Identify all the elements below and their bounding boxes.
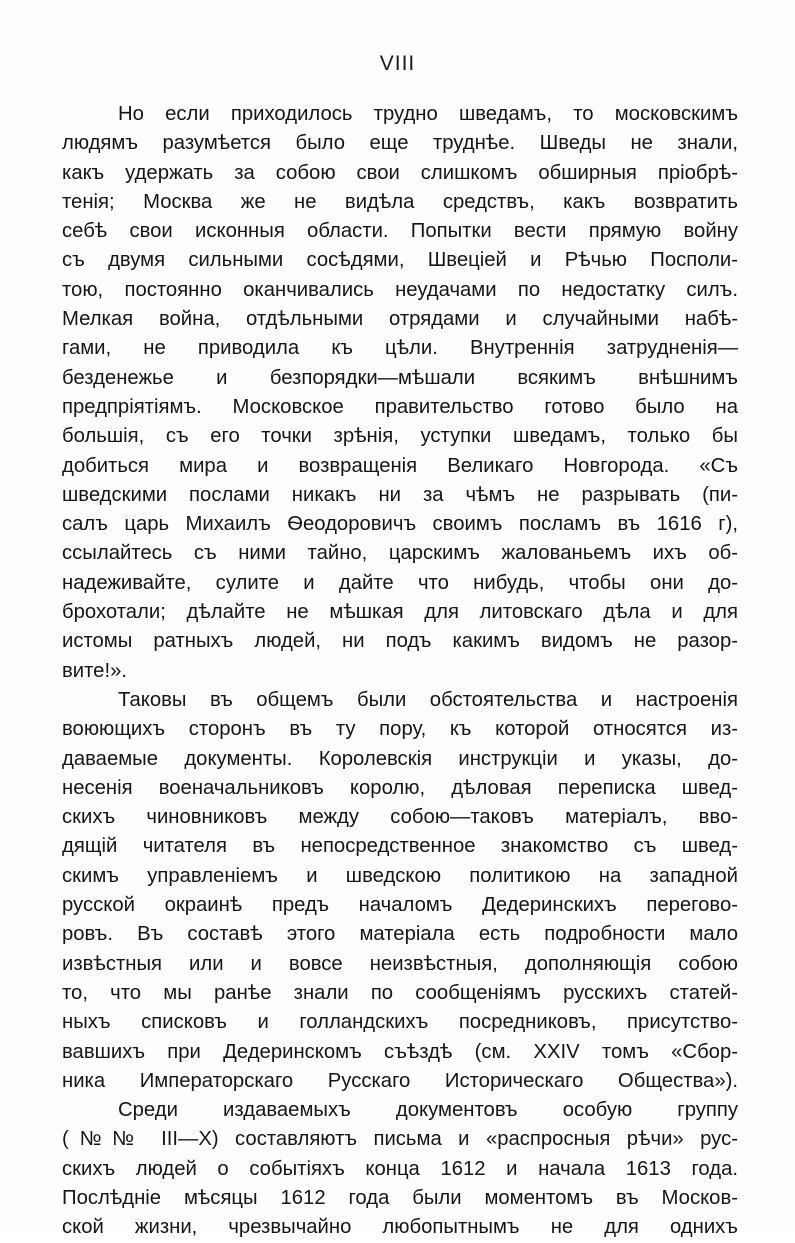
text-line: (№№ III—X) составляютъ письма и «распросныя рѣчи» рус- xyxy=(62,1128,738,1151)
text-line: Таковы въ общемъ были обстоятельства и настроенія xyxy=(118,688,738,711)
text-line: русской окраинѣ предъ началомъ Дедеринскихъ перегово- xyxy=(62,894,738,917)
text-line: вавшихъ при Дедеринскомъ съѣздѣ (см. XXIV томъ «Сбор- xyxy=(62,1040,738,1063)
text-line: ровъ. Въ составѣ этого матеріала есть подробности мало xyxy=(62,923,738,946)
text-line: тенія; Москва же не видѣла средствъ, какъ возвратить xyxy=(62,190,738,213)
text-line: скихъ чиновниковъ между собою—таковъ матеріалъ, вво- xyxy=(62,806,738,829)
text-line: вите!». xyxy=(62,659,127,682)
text-line: дящій читателя въ непосредственное знакомство съ швед- xyxy=(62,835,738,858)
text-line: ской жизни, чрезвычайно любопытнымъ не для однихъ xyxy=(62,1216,738,1239)
text-line: скимъ управленіемъ и шведскою политикою на западной xyxy=(62,864,738,887)
text-line: добиться мира и возвращенія Великаго Новгорода. «Съ xyxy=(62,454,738,477)
page-number: VIII xyxy=(379,52,416,75)
text-line: скихъ людей о событіяхъ конца 1612 и начала 1613 года. xyxy=(62,1157,738,1180)
text-line: людямъ разумѣется было еще труднѣе. Шведы не знали, xyxy=(62,132,738,155)
text-line: гами, не приводила къ цѣли. Внутреннія затрудненія— xyxy=(62,337,738,360)
text-line: истомы ратныхъ людей, ни подъ какимъ видомъ не разор- xyxy=(62,630,738,653)
text-line: себѣ свои исконныя области. Попытки вести прямую войну xyxy=(62,220,738,243)
body-text xyxy=(62,100,738,1243)
text-line: большія, съ его точки зрѣнія, уступки шведамъ, только бы xyxy=(62,425,738,448)
text-line: Среди издаваемыхъ документовъ особую группу xyxy=(118,1099,738,1122)
text-line: безденежье и безпорядки—мѣшали всякимъ внѣшнимъ xyxy=(62,366,738,389)
text-line: воюющихъ сторонъ въ ту пору, къ которой относятся из- xyxy=(62,718,738,741)
text-line: Мелкая война, отдѣльными отрядами и случайными набѣ- xyxy=(62,308,738,331)
text-line: ника Императорскаго Русскаго Историческаго Общества»). xyxy=(62,1069,738,1092)
text-line: съ двумя сильными сосѣдями, Швеціей и Рѣчью Посполи- xyxy=(62,249,738,272)
text-line: какъ удержать за собою свои слишкомъ обширныя пріобрѣ- xyxy=(62,161,738,184)
text-line: брохотали; дѣлайте не мѣшкая для литовскаго дѣла и для xyxy=(62,601,738,624)
text-line: Но если приходилось трудно шведамъ, то московскимъ xyxy=(118,103,738,125)
text-line: шведскими послами никакъ ни за чѣмъ не разрывать (пи- xyxy=(62,483,738,506)
text-line: даваемые документы. Королевскія инструкціи и указы, до- xyxy=(62,747,738,770)
text-line: Послѣдніе мѣсяцы 1612 года были моментомъ въ Москов- xyxy=(62,1186,738,1209)
text-line: извѣстныя или и вовсе неизвѣстныя, дополняющія собою xyxy=(62,952,738,975)
text-line: предпріятіямъ. Московское правительство готово было на xyxy=(62,395,738,418)
text-line: несенія военачальниковъ королю, дѣловая переписка швед- xyxy=(62,776,738,799)
text-line: ссылайтесь съ ними тайно, царскимъ жалованьемъ ихъ об- xyxy=(62,542,738,565)
text-line: тою, постоянно оканчивались неудачами по недостатку силъ. xyxy=(62,278,738,301)
text-line: ныхъ списковъ и голландскихъ посредниковъ, присутство- xyxy=(62,1011,738,1034)
text-line: салъ царь Михаилъ Ѳеодоровичъ своимъ посламъ въ 1616 г), xyxy=(62,513,738,536)
text-line: то, что мы ранѣе знали по сообщеніямъ русскихъ статей- xyxy=(62,981,738,1004)
text-line: надеживайте, сулите и дайте что нибудь, чтобы они до- xyxy=(62,571,738,594)
